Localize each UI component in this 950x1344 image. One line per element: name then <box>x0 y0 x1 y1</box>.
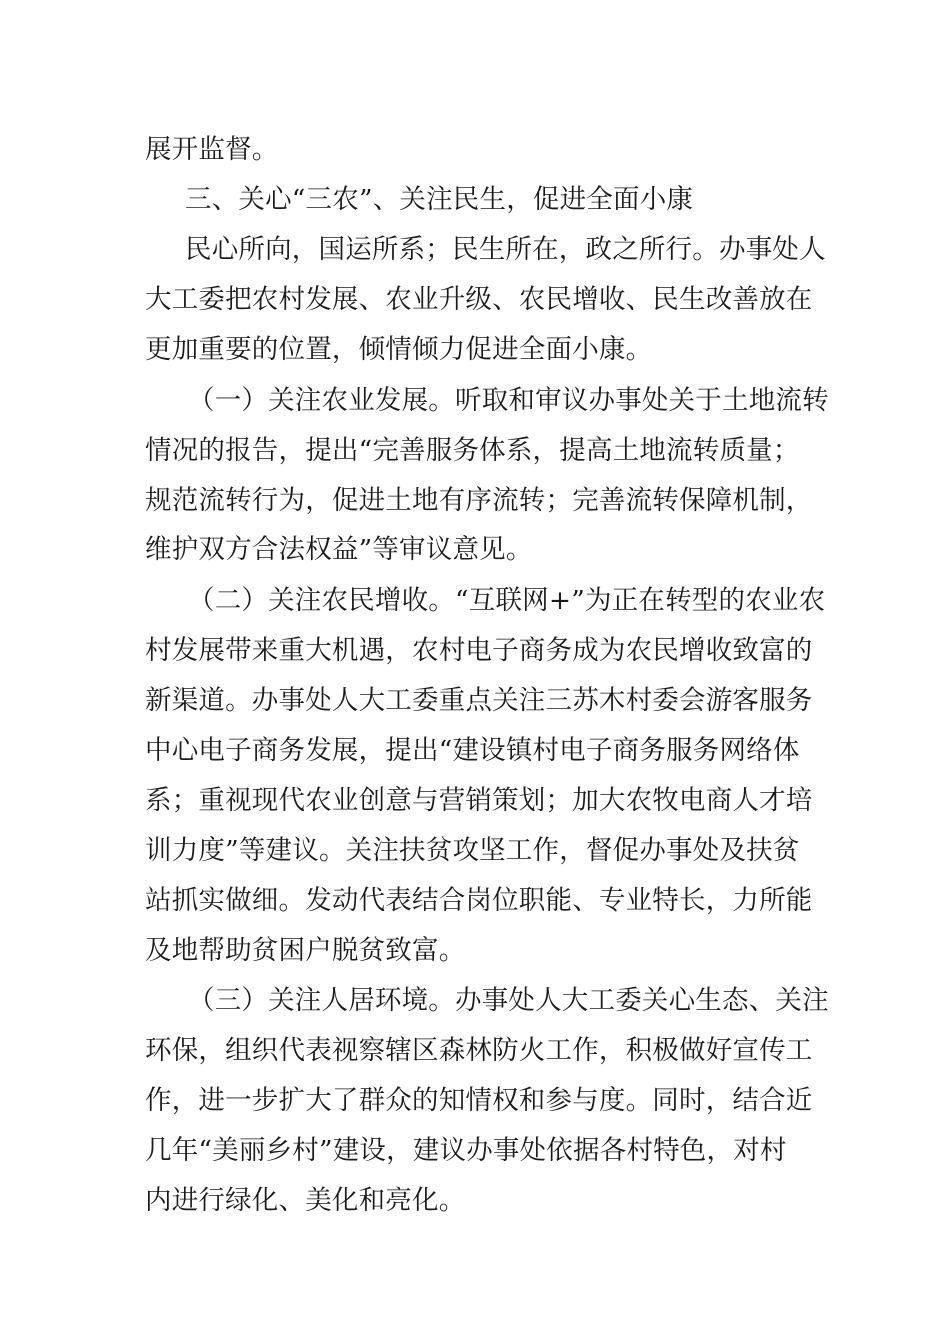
text-line-6: （一）关注农业发展。听取和审议办事处关于土地流转 <box>188 385 829 416</box>
text-line-1: 展开监督。 <box>145 134 279 165</box>
text-line-19: 环保，组织代表视察辖区森林防火工作，积极做好宣传工 <box>145 1035 813 1066</box>
text-line-17: 及地帮助贫困户脱贫致富。 <box>145 935 466 966</box>
text-line-18: （三）关注人居环境。办事处人大工委关心生态、关注 <box>188 985 829 1016</box>
text-line-4: 大工委把农村发展、农业升级、农民增收、民生改善放在 <box>145 284 813 315</box>
text-line-11: 村发展带来重大机遇，农村电子商务成为农民增收致富的 <box>145 635 813 666</box>
text-line-13: 中心电子商务发展，提出“建设镇村电子商务服务网络体 <box>145 735 800 766</box>
text-line-14: 系；重视现代农业创意与营销策划；加大农牧电商人才培 <box>145 785 813 816</box>
text-line-12: 新渠道。办事处人大工委重点关注三苏木村委会游客服务 <box>145 685 813 716</box>
text-line-22: 内进行绿化、美化和亮化。 <box>145 1185 466 1216</box>
text-line-10: （二）关注农民增收。“互联网+”为正在转型的农业农 <box>188 585 826 616</box>
text-line-3: 民心所向，国运所系；民生所在，政之所行。办事处人 <box>185 234 826 265</box>
text-line-9: 维护双方合法权益”等审议意见。 <box>145 534 533 565</box>
text-line-15: 训力度”等建议。关注扶贫攻坚工作，督促办事处及扶贫 <box>145 835 800 866</box>
text-line-7: 情况的报告，提出“完善服务体系，提高土地流转质量； <box>145 435 800 466</box>
section-heading-3: 三、关心“三农”、关注民生，促进全面小康 <box>185 184 694 215</box>
text-line-21: 几年“美丽乡村”建设，建议办事处依据各村特色，对村 <box>145 1135 787 1166</box>
text-line-20: 作，进一步扩大了群众的知情权和参与度。同时，结合近 <box>145 1085 813 1116</box>
text-line-16: 站抓实做细。发动代表结合岗位职能、专业特长，力所能 <box>145 885 813 916</box>
text-line-8: 规范流转行为，促进土地有序流转；完善流转保障机制， <box>145 485 813 516</box>
text-line-5: 更加重要的位置，倾情倾力促进全面小康。 <box>145 334 653 365</box>
